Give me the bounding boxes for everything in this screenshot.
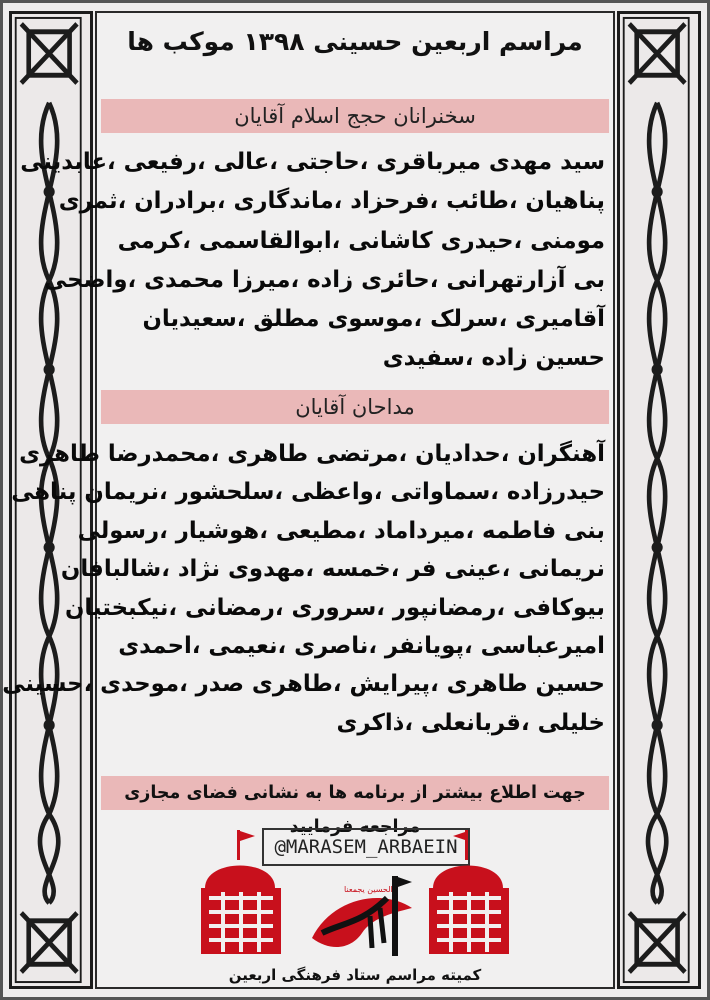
ornament-pattern-icon [620, 14, 698, 986]
info-banner: جهت اطلاع بیشتر از برنامه ها به نشانی فضای مجازی مراجعه فرمایید [101, 776, 609, 810]
eulogists-line: حیدرزاده ،سماواتی ،واعظی ،سلحشور ،نریمان پناهی [11, 479, 605, 506]
logo-small-text: الحسین یجمعنا [344, 885, 393, 894]
arbaein-logo [292, 868, 432, 968]
arbaein-logo-icon [292, 868, 432, 968]
speakers-line: بی آزارتهرانی ،حائری زاده ،میرزا محمدی ،واضحی [44, 266, 605, 293]
right-ornamental-border [617, 11, 701, 989]
eulogists-list [2, 435, 605, 742]
shrine-icon [423, 828, 515, 958]
speakers-list [20, 143, 605, 379]
speakers-line: پناهیان ،طائب ،فرحزاد ،ماندگاری ،برادران ،ثمری [58, 188, 605, 215]
poster-title: مراسم اربعین حسینی ۱۳۹۸ موکب ها [127, 27, 583, 56]
eulogists-line: بیوکافی ،رمضانپور ،سروری ،رمضانی ،نیکبختیان [64, 594, 605, 621]
eulogists-line: امیرعباسی ،پویانفر ،ناصری ،نعیمی ،احمدی [118, 632, 605, 659]
shrine-emblem-right [423, 828, 515, 958]
speakers-heading: سخنرانان حجج اسلام آقایان [101, 99, 609, 133]
eulogists-line: بنی فاطمه ،میرداماد ،مطیعی ،هوشیار ،رسولی [77, 517, 605, 544]
eulogists-heading: مداحان آقایان [101, 390, 609, 424]
eulogists-line: حسین طاهری ،پیرایش ،طاهری صدر ،موحدی ،حسینی [2, 671, 605, 698]
shrine-icon [195, 828, 287, 958]
speakers-line: آقامیری ،سرلک ،موسوی مطلق ،سعیدیان [142, 306, 605, 333]
footer-committee: کمیته مراسم ستاد فرهنگی اربعین [228, 966, 482, 984]
content-panel [2, 11, 615, 989]
logo-main-text: اربعین [336, 928, 339, 929]
speakers-line: سید مهدی میرباقری ،حاجتی ،عالی ،رفیعی ،عابدینی [20, 149, 605, 175]
instagram-handle[interactable]: @MARASEM_ARBAEIN [262, 828, 470, 866]
speakers-line: مومنی ،حیدری کاشانی ،ابوالقاسمی ،کرمی [117, 227, 605, 254]
eulogists-line: نریمانی ،عینی فر ،خمسه ،مهدوی نژاد ،شالبافان [60, 556, 605, 583]
shrine-emblem-left [195, 828, 287, 958]
eulogists-line: آهنگران ،حدادیان ،مرتضی طاهری ،محمدرضا طاهری [19, 441, 605, 467]
speakers-line: حسین زاده ،سفیدی [382, 345, 605, 372]
eulogists-line: خلیلی ،قربانعلی ،ذاکری [336, 709, 605, 736]
